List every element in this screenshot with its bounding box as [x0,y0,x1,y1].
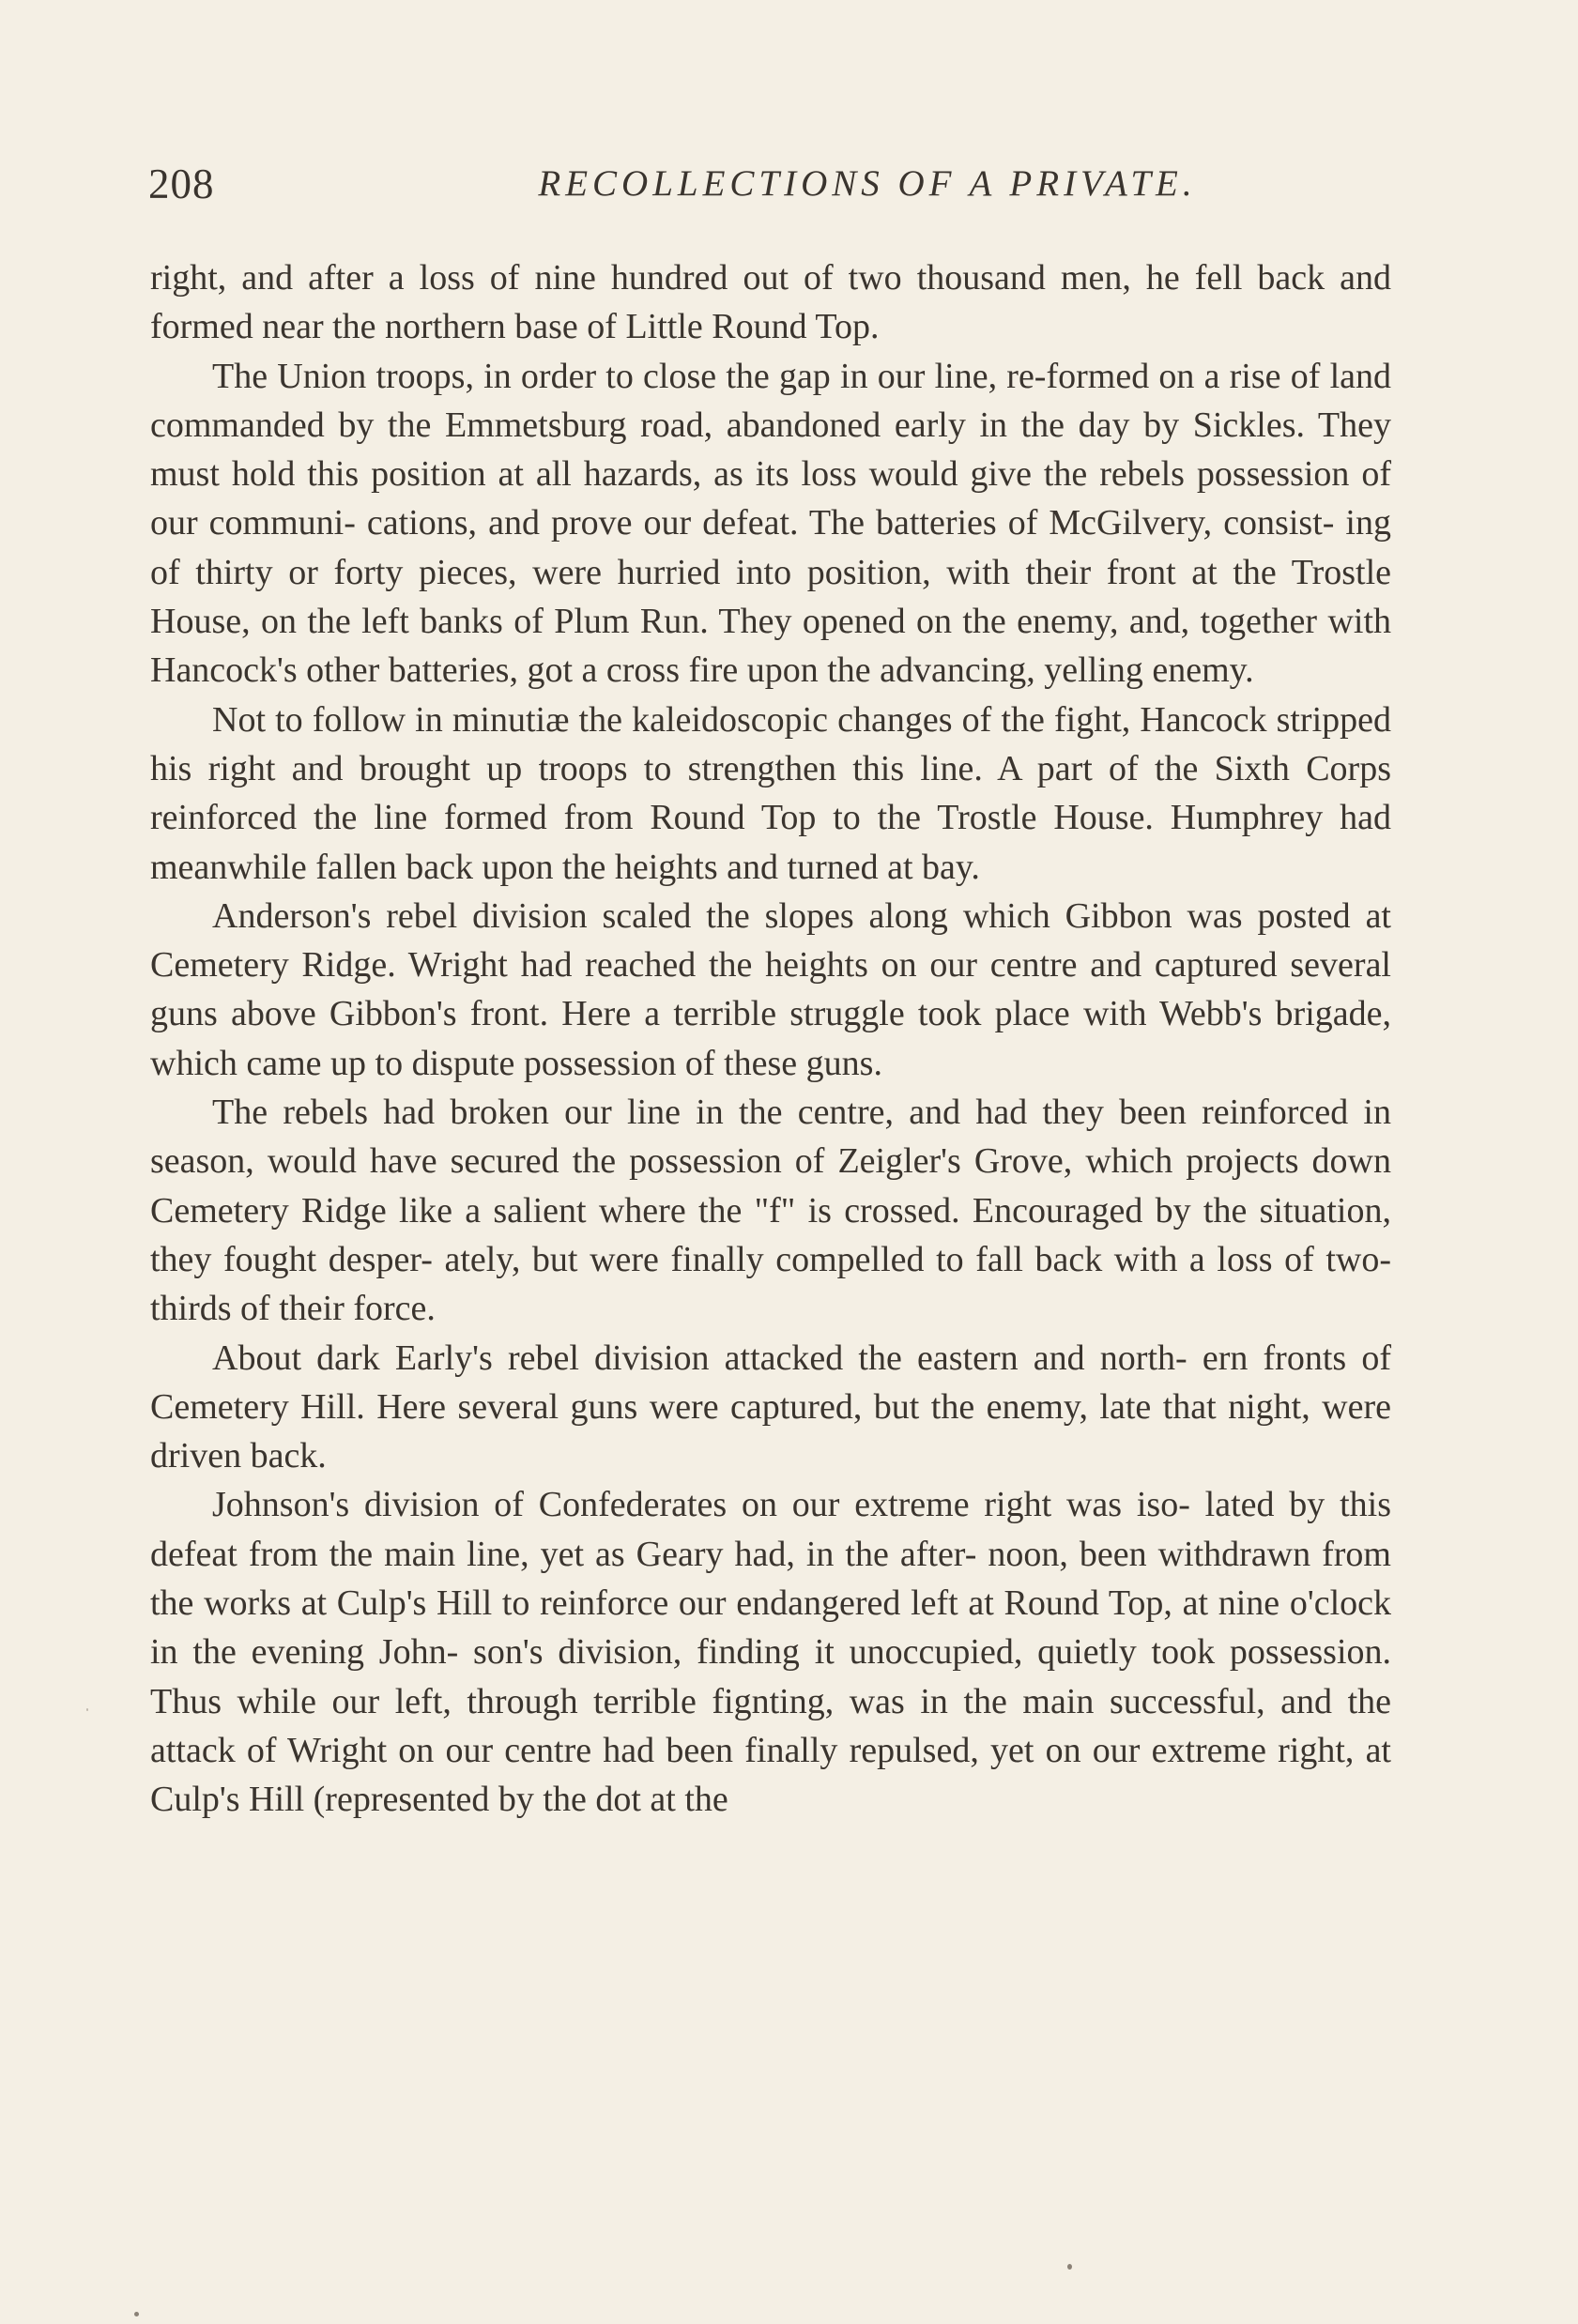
paragraph-rebels-broken: The rebels had broken our line in the centre, and had they been reinforced in season, would have secured the possession of Zeigler's Grove, which projects down Cemetery Ridge like a salient where the "f" is crossed. Encouraged by the situation, they fought desper- ately, but were finally compelled to fall back with a loss of two-thirds of their force. [150,1093,1391,1329]
body-text [150,253,1391,1825]
paper-speck [1067,2264,1072,2270]
paragraph-union-troops: The Union troops, in order to close the gap in our line, re-formed on a rise of land commanded by the Emmetsburg road, abandoned early in the day by Sickles. They must hold this position at all hazards, as its loss would give the rebels possession of our communi- cations, and prove our defeat. The batteries of McGilvery, consist- ing of thirty or forty pieces, were hurried into position, with their front at the Trostle House, on the left banks of Plum Run. They opened on the enemy, and, together with Hancock's other batteries, got a cross fire upon the advancing, yelling enemy. [150,356,1391,691]
paragraph-minutiae: Not to follow in minutiæ the kaleidoscopic changes of the fight, Hancock stripped his right and brought up troops to strengthen this line. A part of the Sixth Corps reinforced the line formed from Round Top to the Trostle House. Humphrey had meanwhile fallen back upon the heights and turned at bay. [150,699,1391,887]
page-number: 208 [148,161,215,207]
book-title: RECOLLECTIONS OF A PRIVATE. [538,163,1197,204]
paragraph-early-division: About dark Early's rebel division attacked the eastern and north- ern fronts of Cemetery Hill. Here several guns were captured, but the enemy, late that night, were driven back. [150,1338,1391,1476]
running-head [148,156,1399,212]
paragraph-johnson-division: Johnson's division of Confederates on our extreme right was iso- lated by this defeat from the main line, yet as Geary had, in the after- noon, been withdrawn from the works at Culp's Hill to reinforce our endangered left at Round Top, at nine o'clock in the evening John- son's division, finding it unoccupied, quietly took possession. Thus while our left, through terrible fignting, was in the main successful, and the attack of Wright on our centre had been finally repulsed, yet on our extreme right, at Culp's Hill (represented by the dot at the [150,1485,1391,1820]
paragraph-anderson: Anderson's rebel division scaled the slopes along which Gibbon was posted at Cemetery Ridge. Wright had reached the heights on our centre and captured several guns above Gibbon's front. Here a terrible struggle took place with Webb's brigade, which came up to dispute possession of these guns. [150,895,1391,1083]
paragraph-continued: right, and after a loss of nine hundred out of two thousand men, he fell back and formed near the northern base of Little Round Top. [150,258,1391,347]
paper-speck [134,2312,139,2316]
paper-speck [86,1708,88,1711]
